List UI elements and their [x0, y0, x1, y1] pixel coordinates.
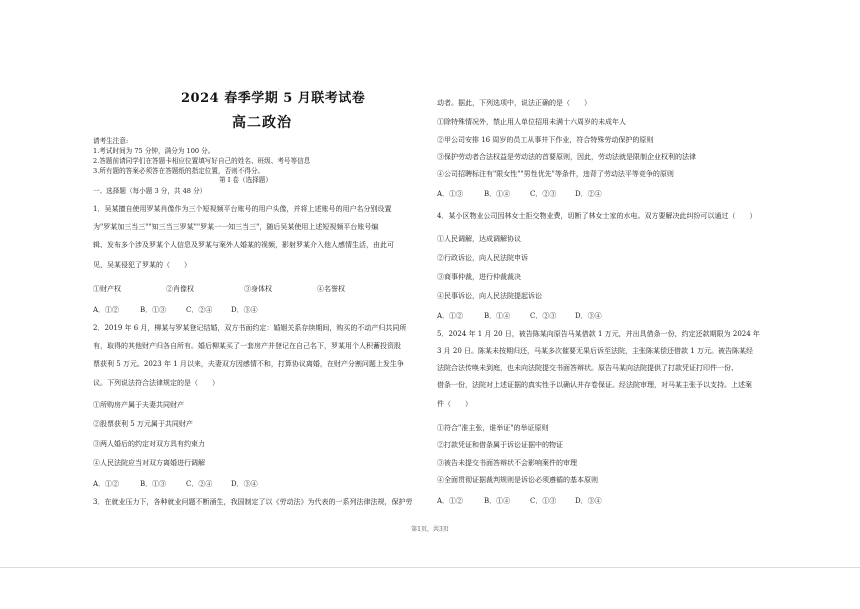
q1-option: ④名誉权 [317, 285, 345, 293]
notice-item: 1.考试时间为 75 分钟，满分为 100 分。 [93, 147, 215, 155]
q5-option: ②打款凭证和借条属于诉讼证据中的物证 [437, 441, 563, 449]
q2-answer: A．①② [93, 480, 120, 488]
page-divider [0, 567, 860, 568]
q2-line: 有，取得的其他财产归各自所有。婚后柳某买了一套房产并登记在自己名下，罗某用个人积蓄投资股 [93, 342, 401, 350]
section-part: 第 I 卷（选择题） [219, 176, 272, 184]
section-heading: 一、选择题（每小题 3 分，共 48 分） [93, 187, 207, 195]
q1-option: ③身体权 [244, 285, 272, 293]
q2-option: ②股票获利 5 万元属于共同财产 [93, 420, 193, 428]
q1-line: 见，吴某侵犯了罗某的（ ） [93, 261, 191, 269]
q5-line: 法院合法传唤未到庭，也未向法院提交书面答辩状。原告马某向法院提供了打款凭证打印件一份、 [437, 364, 738, 372]
q4-answer: D．③④ [575, 312, 602, 320]
q1-answer: A．①② [93, 306, 120, 314]
q3-option: ④公司招聘标注有"限女性""男性优先"等条件，违背了劳动法平等竞争的原则 [437, 170, 674, 178]
q5-option: ①符合"准主张，谁举证"的举证原则 [437, 424, 549, 432]
q1-answer: C．②④ [186, 306, 213, 314]
q2-option: ①所购房产属于夫妻共同财产 [93, 401, 184, 409]
q1-line: 1．吴某擅自使用罗某肖像作为三个短视频平台账号的用户头像，并将上述账号的用户名分别设置 [93, 205, 392, 213]
q2-line: 议。下列说法符合法律规定的是（ ） [93, 379, 219, 387]
q4-option: ①人民调解，达成调解协议 [437, 235, 521, 243]
q4-line: 4．某小区物业公司因林女士拒交物业费，切断了林女士家的水电。双方要解决此纠纷可以通过（ ） [437, 212, 757, 220]
exam-title: 2024 春季学期 5 月联考试卷 [181, 91, 366, 106]
q2-option: ④人民法院应当对双方离婚进行调解 [93, 459, 205, 467]
page-number: 第1页，共3页 [411, 526, 449, 533]
q5-answer: A．①② [437, 497, 464, 505]
q4-answer: A．①② [437, 312, 464, 320]
q3-option: ①除特殊情况外，禁止用人单位招用未满十六周岁的未成年人 [437, 118, 626, 126]
q5-answer: B．①④ [484, 497, 511, 505]
q3-answer: C．②③ [530, 190, 557, 198]
q2-answer: C．②④ [186, 480, 213, 488]
q5-line: 件（ ） [437, 400, 472, 408]
q4-option: ②行政诉讼，向人民法院申诉 [437, 254, 528, 262]
q2-line: 2．2019 年 6 月，柳某与罗某登记结婚，双方书面约定：婚姻关系存续期间，购买的不动产归共同所 [93, 324, 407, 332]
q1-answer: B．①③ [140, 306, 167, 314]
q2-line: 票获利 5 万元。2023 年 1 月以来，夫妻双方因感情不和，打算协议离婚，在财产分割问题上发生争 [93, 360, 404, 368]
q2-answer: B．①③ [140, 480, 167, 488]
notice-item: 3.所有题的答案必须答在答题纸的指定位置，否则不得分。 [93, 167, 265, 175]
notice-heading: 请考生注意: [93, 137, 129, 145]
q3-line: 3．在就业压力下，各种就业问题不断涌生，我国制定了以《劳动法》为代表的一系列法律法规，保护劳 [93, 498, 413, 506]
q5-answer: C．①③ [530, 497, 557, 505]
q1-line: 为"罗某加三当三""知三当三罗某""罗某一一知三当三"，随后吴某使用上述短视频平台账号编 [93, 223, 379, 231]
q3-line: 动者。据此，下列选项中，说法正确的是（ ） [437, 99, 591, 107]
q3-answer: D．②④ [575, 190, 602, 198]
q1-option: ②肖像权 [166, 285, 194, 293]
q4-option: ④民事诉讼，向人民法院提起诉讼 [437, 292, 542, 300]
q4-answer: B．①④ [484, 312, 511, 320]
q5-option: ④全面贯彻证据裁判规则是诉讼必须遵循的基本原则 [437, 476, 598, 484]
q4-option: ③商事仲裁，进行仲裁裁决 [437, 273, 521, 281]
q1-answer: D．③④ [231, 306, 258, 314]
q5-option: ③被告未提交书面答辩状不会影响案件的审理 [437, 459, 577, 467]
exam-subject: 高二政治 [232, 115, 292, 131]
q5-line: 5．2024 年 1 月 20 日，被告陈某向原告马某借款 1 万元，并出具借条一份，约定还款期限为 2024 年 [437, 330, 760, 338]
q4-answer: C．②③ [530, 312, 557, 320]
q3-option: ③保护劳动者合法权益是劳动法的首要原则，因此，劳动法就是限制企业权利的法律 [437, 153, 696, 161]
q5-line: 3 月 20 日。陈某未按期归还，马某多次催要无果后诉至法院，主张陈某偿还借款 1 万元。被告陈某经 [437, 347, 753, 355]
q3-answer: A．①③ [437, 190, 464, 198]
q2-answer: D．③④ [231, 480, 258, 488]
q3-option: ②甲公司安排 16 周岁的员工从事井下作业，符合特殊劳动保护的原则 [437, 136, 654, 144]
q5-line: 借条一份，法院对上述证据的真实性予以确认并存卷保证。经法院审理，对马某主张予以支持。上述案 [437, 381, 752, 389]
q1-line: 辑、发布多个涉及罗某个人信息及罗某与案外人婚某的视频，影射罗某介入他人感情生活，由此可 [93, 241, 394, 249]
q2-option: ③两人婚后的约定对双方具有约束力 [93, 440, 205, 448]
notice-item: 2.答题前请同学们在答题卡相应位置填写好自己的姓名、班级、考号等信息 [93, 157, 311, 165]
q3-answer: B．①④ [484, 190, 511, 198]
q1-option: ①财产权 [93, 285, 121, 293]
q5-answer: D．③④ [575, 497, 602, 505]
